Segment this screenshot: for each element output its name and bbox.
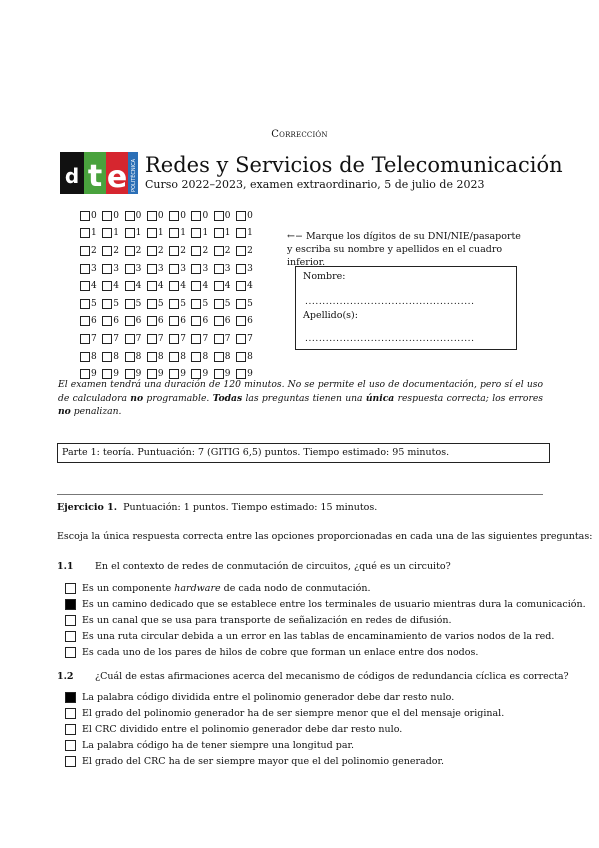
dni-row <box>80 242 258 260</box>
dni-digit-label: 8 <box>202 351 209 362</box>
dni-digit-option[interactable] <box>147 246 169 256</box>
dni-digit-label: 2 <box>180 245 186 256</box>
dni-digit-option[interactable] <box>236 334 258 344</box>
dni-digit-label: 0 <box>113 210 120 221</box>
dni-checkbox[interactable] <box>147 334 157 344</box>
dni-checkbox[interactable] <box>102 334 112 344</box>
dni-digit-option[interactable] <box>191 264 213 274</box>
dni-digit-label: 8 <box>224 351 231 362</box>
dni-digit-option[interactable] <box>125 228 147 238</box>
dni-digit-label: 0 <box>224 210 231 221</box>
logo-letter-d: d <box>64 164 80 188</box>
dni-digit-label: 3 <box>113 263 120 274</box>
dni-digit-option[interactable] <box>80 352 102 362</box>
dni-checkbox[interactable] <box>214 299 224 309</box>
dni-digit-label: 2 <box>113 245 120 256</box>
dni-digit-label: 7 <box>135 333 142 344</box>
dni-digit-label: 7 <box>224 333 231 344</box>
dni-digit-option[interactable] <box>147 352 169 362</box>
dni-checkbox[interactable] <box>80 211 90 221</box>
question-number: 1.1 <box>57 561 74 572</box>
dni-digit-option[interactable] <box>214 352 236 362</box>
dni-checkbox[interactable] <box>125 246 135 256</box>
dte-logo <box>60 152 138 194</box>
dni-digit-option[interactable] <box>191 299 213 309</box>
dni-digit-label: 5 <box>113 298 120 309</box>
dni-checkbox[interactable] <box>191 264 201 274</box>
exercise-instructions: Escoja la única respuesta correcta entre las opciones proporcionadas en cada una de las siguientes preguntas: <box>57 531 593 542</box>
dni-digit-option[interactable] <box>236 264 258 274</box>
dni-checkbox[interactable] <box>125 281 135 291</box>
dni-checkbox[interactable] <box>169 352 179 362</box>
dni-digit-label: 9 <box>157 369 164 380</box>
dni-digit-option[interactable] <box>102 334 124 344</box>
answer-checkbox[interactable] <box>65 708 76 719</box>
dni-digit-option[interactable] <box>236 246 258 256</box>
option-label: El CRC dividido entre el polinomio generador debe dar resto nulo. <box>82 724 403 735</box>
course-title: Redes y Servicios de Telecomunicación <box>145 153 563 177</box>
dni-digit-option[interactable] <box>125 352 147 362</box>
dni-digit-option[interactable] <box>191 246 213 256</box>
option-1-1-b[interactable] <box>65 599 586 610</box>
dni-checkbox[interactable] <box>102 246 112 256</box>
dni-digit-label: 9 <box>113 369 120 380</box>
dni-digit-option[interactable] <box>236 352 258 362</box>
dni-digit-label: 1 <box>202 228 209 239</box>
dni-digit-option[interactable] <box>169 299 191 309</box>
logo-letter-t: t <box>87 159 103 194</box>
dni-digit-option[interactable] <box>147 281 169 291</box>
dni-digit-label: 1 <box>113 228 120 239</box>
dni-digit-option[interactable] <box>102 352 124 362</box>
dni-checkbox[interactable] <box>214 264 224 274</box>
dni-digit-label: 6 <box>135 316 142 327</box>
dni-digit-option[interactable] <box>214 264 236 274</box>
surname-field[interactable]: ................................................. <box>305 334 475 344</box>
dni-digit-option[interactable] <box>236 211 258 221</box>
dni-digit-option[interactable] <box>125 264 147 274</box>
dni-digit-label: 6 <box>202 316 209 327</box>
dni-checkbox[interactable] <box>80 316 90 326</box>
dni-checkbox[interactable] <box>214 246 224 256</box>
dni-checkbox[interactable] <box>80 281 90 291</box>
dni-digit-option[interactable] <box>80 264 102 274</box>
dni-digit-option[interactable] <box>191 316 213 326</box>
option-1-2-e[interactable] <box>65 756 444 767</box>
dni-checkbox[interactable] <box>147 264 157 274</box>
dni-digit-label: 8 <box>135 351 142 362</box>
dni-digit-option[interactable] <box>80 228 102 238</box>
dni-digit-option[interactable] <box>102 211 124 221</box>
option-1-1-e[interactable] <box>65 647 478 658</box>
dni-digit-option[interactable] <box>125 281 147 291</box>
option-1-2-d[interactable] <box>65 740 354 751</box>
dni-digit-label: 6 <box>180 316 186 327</box>
dni-digit-option[interactable] <box>80 299 102 309</box>
dni-digit-option[interactable] <box>169 228 191 238</box>
dni-digit-option[interactable] <box>236 281 258 291</box>
dni-digit-label: 1 <box>91 228 97 239</box>
exercise-header <box>57 502 377 513</box>
dni-digit-option[interactable] <box>80 334 102 344</box>
dni-digit-label: 5 <box>157 298 164 309</box>
option-1-1-a[interactable] <box>65 583 371 594</box>
dni-checkbox[interactable] <box>147 228 157 238</box>
dni-checkbox[interactable] <box>125 228 135 238</box>
dni-digit-option[interactable] <box>80 246 102 256</box>
part-info-box: Parte 1: teoría. Puntuación: 7 (GITIG 6,5) puntos. Tiempo estimado: 95 minutos. <box>57 443 550 463</box>
answer-checkbox[interactable] <box>65 647 76 658</box>
dni-digit-label: 9 <box>135 369 142 380</box>
dni-digit-option[interactable] <box>169 316 191 326</box>
section-divider <box>57 494 543 495</box>
dni-digit-option[interactable] <box>214 211 236 221</box>
dni-digit-label: 1 <box>157 228 164 239</box>
dni-checkbox[interactable] <box>236 316 246 326</box>
dni-digit-option[interactable] <box>214 246 236 256</box>
name-label: Nombre: <box>303 271 346 282</box>
dni-digit-label: 5 <box>91 298 97 309</box>
dni-checkbox[interactable] <box>214 281 224 291</box>
dni-checkbox[interactable] <box>125 299 135 309</box>
dni-digit-label: 6 <box>157 316 164 327</box>
dni-row <box>80 295 258 313</box>
dni-digit-label: 7 <box>180 333 186 344</box>
dni-digit-label: 4 <box>224 281 231 292</box>
dni-digit-option[interactable] <box>214 316 236 326</box>
dni-digit-option[interactable] <box>169 352 191 362</box>
dni-checkbox[interactable] <box>214 228 224 238</box>
answer-checkbox[interactable] <box>65 692 76 703</box>
dni-checkbox[interactable] <box>147 281 157 291</box>
dni-checkbox[interactable] <box>102 281 112 291</box>
dni-digit-option[interactable] <box>236 228 258 238</box>
dni-digit-label: 0 <box>135 210 142 221</box>
dni-instructions: ←− Marque los dígitos de su DNI/NIE/pasaporte y escriba su nombre y apellidos en el cuadro inferior. <box>287 231 521 268</box>
option-1-2-b[interactable] <box>65 708 504 719</box>
question-number: 1.2 <box>57 671 74 682</box>
dni-checkbox[interactable] <box>80 246 90 256</box>
dni-checkbox[interactable] <box>125 211 135 221</box>
dni-digit-label: 3 <box>135 263 142 274</box>
dni-checkbox[interactable] <box>214 316 224 326</box>
dni-checkbox[interactable] <box>102 316 112 326</box>
dni-checkbox[interactable] <box>191 228 201 238</box>
dni-digit-label: 5 <box>202 298 209 309</box>
dni-checkbox[interactable] <box>214 352 224 362</box>
dni-digit-option[interactable] <box>169 281 191 291</box>
answer-checkbox[interactable] <box>65 599 76 610</box>
dni-digit-option[interactable] <box>80 316 102 326</box>
dni-digit-label: 3 <box>224 263 231 274</box>
dni-digit-label: 9 <box>224 369 231 380</box>
dni-digit-label: 1 <box>247 228 253 239</box>
dni-digit-label: 4 <box>157 281 164 292</box>
dni-digit-label: 2 <box>224 245 231 256</box>
dni-digit-option[interactable] <box>214 228 236 238</box>
dni-checkbox[interactable] <box>80 352 90 362</box>
dni-checkbox[interactable] <box>191 299 201 309</box>
dni-digit-label: 7 <box>113 333 120 344</box>
dni-checkbox[interactable] <box>147 211 157 221</box>
option-label: El grado del polinomio generador ha de ser siempre menor que el del mensaje original. <box>82 708 505 719</box>
dni-checkbox[interactable] <box>169 264 179 274</box>
dni-digit-option[interactable] <box>191 211 213 221</box>
option-label: La palabra código dividida entre el polinomio generador debe dar resto nulo. <box>82 692 455 703</box>
option-1-2-c[interactable] <box>65 724 402 735</box>
dni-checkbox[interactable] <box>102 352 112 362</box>
dni-digit-label: 4 <box>180 281 186 292</box>
dni-checkbox[interactable] <box>169 299 179 309</box>
option-label: Es un camino dedicado que se establece entre los terminales de usuario mientras dura la comunicación. <box>82 599 586 610</box>
dni-digit-label: 5 <box>224 298 231 309</box>
dni-digit-option[interactable] <box>125 211 147 221</box>
dni-digit-label: 6 <box>91 316 97 327</box>
dni-digit-label: 0 <box>180 210 186 221</box>
dni-digit-option[interactable] <box>102 264 124 274</box>
dni-digit-label: 2 <box>157 245 164 256</box>
dni-digit-label: 8 <box>113 351 120 362</box>
dni-digit-label: 9 <box>247 369 253 380</box>
dni-digit-label: 2 <box>247 245 253 256</box>
dni-digit-label: 4 <box>135 281 142 292</box>
dni-checkbox[interactable] <box>191 246 201 256</box>
correction-label: Corrección <box>271 129 328 140</box>
dni-digit-label: 9 <box>91 369 97 380</box>
dni-digit-option[interactable] <box>214 281 236 291</box>
dni-checkbox[interactable] <box>191 334 201 344</box>
name-field[interactable]: ................................................. <box>305 297 475 307</box>
dni-digit-option[interactable] <box>125 299 147 309</box>
dte-logo-graphic <box>60 152 138 194</box>
dni-digit-label: 2 <box>135 245 142 256</box>
dni-digit-label: 3 <box>247 263 253 274</box>
dni-digit-option[interactable] <box>102 316 124 326</box>
dni-checkbox[interactable] <box>102 264 112 274</box>
dni-digit-option[interactable] <box>147 299 169 309</box>
dni-digit-label: 4 <box>113 281 120 292</box>
dni-checkbox[interactable] <box>236 264 246 274</box>
dni-row <box>80 225 258 243</box>
logo-side-text: POLITÉCNICA <box>131 158 137 192</box>
dni-row <box>80 330 258 348</box>
exercise-details: Puntuación: 1 puntos. Tiempo estimado: 15 minutos. <box>123 502 378 513</box>
dni-digit-option[interactable] <box>147 228 169 238</box>
dni-digit-label: 2 <box>202 245 209 256</box>
dni-checkbox[interactable] <box>191 352 201 362</box>
dni-row <box>80 277 258 295</box>
dni-checkbox[interactable] <box>147 299 157 309</box>
dni-digit-option[interactable] <box>147 334 169 344</box>
dni-digit-option[interactable] <box>191 334 213 344</box>
dni-digit-label: 8 <box>157 351 164 362</box>
option-1-1-c[interactable] <box>65 615 451 626</box>
dni-digit-label: 0 <box>247 210 253 221</box>
exam-note: El examen tendrá una duración de 120 minutos. No se permite el uso de documentación, pero sí el uso de calculadora no programable. Todas las preguntas tienen una única respuesta correcta; los errores no penalizan. <box>58 379 544 417</box>
dni-checkbox[interactable] <box>214 211 224 221</box>
option-1-2-a[interactable] <box>65 692 454 703</box>
dni-checkbox[interactable] <box>236 334 246 344</box>
dni-row <box>80 260 258 278</box>
dni-row <box>80 207 258 225</box>
dni-digit-option[interactable] <box>191 352 213 362</box>
dni-digit-option[interactable] <box>147 316 169 326</box>
dni-checkbox[interactable] <box>147 316 157 326</box>
dni-digit-label: 1 <box>180 228 186 239</box>
answer-checkbox[interactable] <box>65 756 76 767</box>
option-label: El grado del CRC ha de ser siempre mayor que el del polinomio generador. <box>82 756 445 767</box>
dni-digit-label: 9 <box>202 369 209 380</box>
dni-checkbox[interactable] <box>191 211 201 221</box>
exercise-label: Ejercicio 1. <box>57 502 118 513</box>
dni-digit-label: 2 <box>91 245 97 256</box>
option-label: La palabra código ha de tener siempre una longitud par. <box>82 740 355 751</box>
option-label: Es una ruta circular debida a un error en las tablas de encaminamiento de varios nodos de la red. <box>82 631 555 642</box>
dni-digit-option[interactable] <box>125 246 147 256</box>
dni-checkbox[interactable] <box>80 299 90 309</box>
dni-digit-option[interactable] <box>169 246 191 256</box>
dni-digit-option[interactable] <box>214 334 236 344</box>
dni-digit-option[interactable] <box>147 264 169 274</box>
dni-digit-option[interactable] <box>236 299 258 309</box>
dni-digit-label: 4 <box>202 281 209 292</box>
dni-digit-option[interactable] <box>191 228 213 238</box>
dni-digit-option[interactable] <box>102 228 124 238</box>
question-text: ¿Cuál de estas afirmaciones acerca del mecanismo de códigos de redundancia cíclica es correcta? <box>95 671 569 682</box>
dni-digit-option[interactable] <box>125 334 147 344</box>
dni-checkbox[interactable] <box>236 211 246 221</box>
dni-digit-option[interactable] <box>125 316 147 326</box>
dni-checkbox[interactable] <box>214 334 224 344</box>
dni-checkbox[interactable] <box>169 334 179 344</box>
dni-digit-option[interactable] <box>169 264 191 274</box>
name-box <box>295 266 517 350</box>
dni-checkbox[interactable] <box>102 228 112 238</box>
dni-checkbox[interactable] <box>125 264 135 274</box>
dni-checkbox[interactable] <box>125 352 135 362</box>
dni-checkbox[interactable] <box>236 281 246 291</box>
dni-digit-option[interactable] <box>169 211 191 221</box>
question-text: En el contexto de redes de conmutación de circuitos, ¿qué es un circuito? <box>95 561 451 572</box>
dni-digit-label: 7 <box>202 333 209 344</box>
dni-digit-label: 6 <box>113 316 120 327</box>
dni-digit-label: 1 <box>224 228 231 239</box>
dni-checkbox[interactable] <box>169 246 179 256</box>
dni-digit-label: 1 <box>135 228 142 239</box>
dni-digit-grid <box>80 207 258 383</box>
dni-digit-label: 5 <box>247 298 253 309</box>
dni-digit-label: 6 <box>247 316 253 327</box>
dni-digit-label: 9 <box>180 369 186 380</box>
dni-digit-label: 5 <box>135 298 142 309</box>
dni-checkbox[interactable] <box>236 228 246 238</box>
dni-digit-option[interactable] <box>80 281 102 291</box>
dni-digit-label: 4 <box>91 281 97 292</box>
dni-digit-label: 0 <box>91 210 97 221</box>
option-label: Es un canal que se usa para transporte de señalización en redes de difusión. <box>82 615 452 626</box>
dni-digit-label: 0 <box>157 210 164 221</box>
dni-digit-option[interactable] <box>214 299 236 309</box>
dni-digit-label: 7 <box>91 333 97 344</box>
answer-checkbox[interactable] <box>65 740 76 751</box>
answer-checkbox[interactable] <box>65 583 76 594</box>
dni-checkbox[interactable] <box>169 316 179 326</box>
answer-checkbox[interactable] <box>65 724 76 735</box>
dni-checkbox[interactable] <box>169 211 179 221</box>
dni-digit-label: 3 <box>202 263 209 274</box>
dni-checkbox[interactable] <box>191 281 201 291</box>
dni-digit-label: 7 <box>247 333 253 344</box>
exam-subtitle: Curso 2022–2023, examen extraordinario, 5 de julio de 2023 <box>145 178 485 191</box>
dni-checkbox[interactable] <box>125 316 135 326</box>
option-label: Es un componente hardware de cada nodo de conmutación. <box>82 583 371 594</box>
dni-digit-option[interactable] <box>80 211 102 221</box>
dni-digit-option[interactable] <box>147 211 169 221</box>
dni-checkbox[interactable] <box>191 316 201 326</box>
dni-checkbox[interactable] <box>236 352 246 362</box>
dni-digit-label: 3 <box>157 263 164 274</box>
dni-checkbox[interactable] <box>147 352 157 362</box>
dni-digit-label: 7 <box>157 333 164 344</box>
dni-checkbox[interactable] <box>102 299 112 309</box>
dni-digit-option[interactable] <box>191 281 213 291</box>
logo-letter-e: e <box>106 160 128 194</box>
dni-checkbox[interactable] <box>125 334 135 344</box>
dni-digit-option[interactable] <box>236 316 258 326</box>
dni-row <box>80 313 258 331</box>
option-label: Es cada uno de los pares de hilos de cobre que forman un enlace entre dos nodos. <box>82 647 479 658</box>
dni-checkbox[interactable] <box>80 264 90 274</box>
dni-digit-option[interactable] <box>102 281 124 291</box>
dni-checkbox[interactable] <box>80 334 90 344</box>
dni-checkbox[interactable] <box>169 281 179 291</box>
option-1-1-d[interactable] <box>65 631 554 642</box>
surname-label: Apellido(s): <box>303 310 358 321</box>
dni-digit-label: 8 <box>91 351 97 362</box>
dni-digit-label: 4 <box>247 281 253 292</box>
dni-digit-option[interactable] <box>169 334 191 344</box>
dni-digit-label: 8 <box>180 351 186 362</box>
dni-checkbox[interactable] <box>102 211 112 221</box>
dni-checkbox[interactable] <box>236 299 246 309</box>
dni-checkbox[interactable] <box>169 228 179 238</box>
answer-checkbox[interactable] <box>65 631 76 642</box>
dni-checkbox[interactable] <box>236 246 246 256</box>
dni-row <box>80 348 258 366</box>
dni-checkbox[interactable] <box>80 228 90 238</box>
dni-digit-option[interactable] <box>102 299 124 309</box>
dni-digit-label: 3 <box>91 263 97 274</box>
dni-digit-label: 6 <box>224 316 231 327</box>
dni-digit-label: 3 <box>180 263 186 274</box>
dni-digit-label: 0 <box>202 210 209 221</box>
dni-digit-label: 8 <box>247 351 253 362</box>
answer-checkbox[interactable] <box>65 615 76 626</box>
dni-digit-label: 5 <box>180 298 186 309</box>
dni-digit-option[interactable] <box>102 246 124 256</box>
dni-checkbox[interactable] <box>147 246 157 256</box>
